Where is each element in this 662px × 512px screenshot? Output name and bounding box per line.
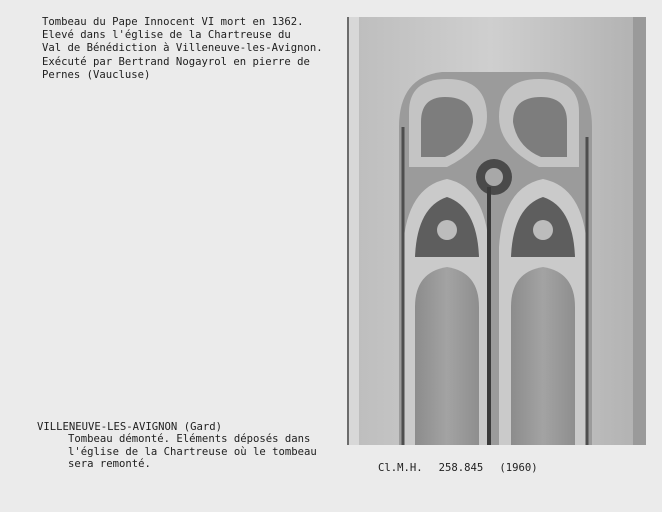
photo-stone-tracery <box>347 17 646 445</box>
notice-line-2: l'église de la Chartreuse où le tombeau <box>68 445 317 458</box>
notice-block <box>37 421 317 471</box>
caption-line-4: Exécuté par Bertrand Nogayrol en pierre de <box>42 55 310 68</box>
wall-strip <box>633 17 646 445</box>
caption-line-5: Pernes (Vaucluse) <box>42 68 151 81</box>
caption-block <box>42 16 323 82</box>
tracery-illustration <box>347 17 646 445</box>
quatrefoil-boss <box>485 168 503 186</box>
reference-line <box>378 462 554 474</box>
left-tracery-boss <box>437 220 457 240</box>
reference-year: (1960) <box>499 462 538 474</box>
slab-edge <box>349 17 359 445</box>
reference-number: 258.845 <box>438 462 484 474</box>
notice-place: VILLENEUVE-LES-AVIGNON (Gard) <box>37 421 222 433</box>
caption-line-1: Tombeau du Pape Innocent VI mort en 1362. <box>42 16 304 28</box>
caption-line-2: Elevé dans l'église de la Chartreuse du <box>42 29 291 42</box>
caption-line-3: Val de Bénédiction à Villeneuve-les-Avignon. <box>42 42 323 55</box>
reference-collection: Cl.M.H. <box>378 462 423 474</box>
lower-left-panel <box>415 267 479 445</box>
lower-right-panel <box>511 267 575 445</box>
right-tracery-boss <box>533 220 553 240</box>
notice-line-1: Tombeau démonté. Eléments déposés dans <box>68 433 311 446</box>
notice-line-3: sera remonté. <box>68 458 151 471</box>
